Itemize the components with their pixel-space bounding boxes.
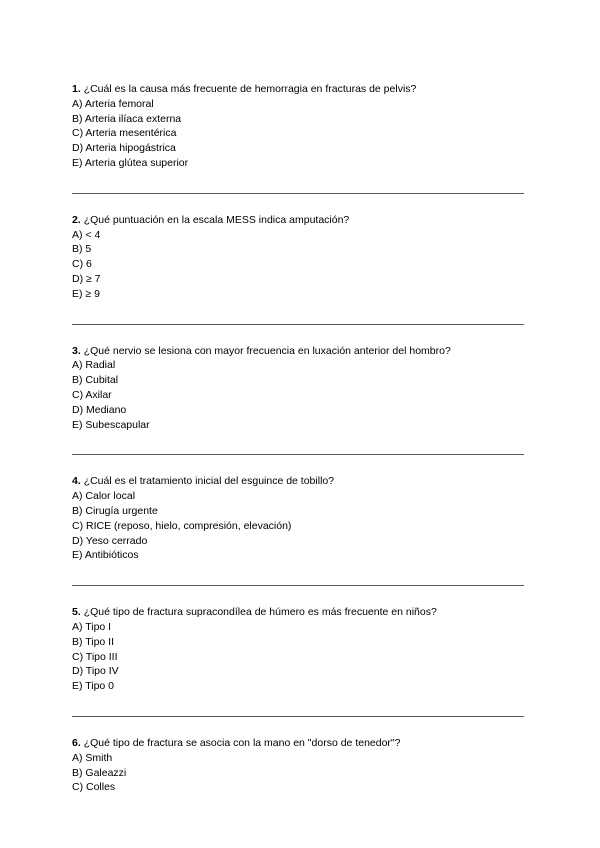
option-e: E) Subescapular (72, 418, 150, 431)
divider (72, 324, 524, 325)
option-a: A) Tipo I (72, 620, 112, 633)
option-c: C) Tipo III (72, 650, 118, 663)
option-b: B) 5 (72, 243, 92, 256)
option-e: E) Arteria glútea superior (72, 156, 189, 169)
option-d: D) Tipo IV (72, 665, 119, 678)
question-title (72, 474, 524, 489)
question-2 (72, 213, 524, 302)
option-e: E) ≥ 9 (72, 287, 100, 300)
question-text: ¿Qué puntuación en la escala MESS indica amputación? (83, 213, 350, 226)
question-1 (72, 82, 524, 171)
question-text: ¿Qué tipo de fractura supracondílea de húmero es más frecuente en niños? (83, 606, 437, 619)
option-c: C) Arteria mesentérica (72, 127, 177, 140)
question-text: ¿Cuál es la causa más frecuente de hemorragia en fracturas de pelvis? (83, 83, 417, 95)
divider (72, 193, 524, 194)
question-title (72, 344, 524, 359)
question-number: 3. (72, 344, 81, 357)
option-d: D) Mediano (72, 403, 127, 416)
option-b: B) Cubital (72, 374, 119, 387)
option-a: A) Arteria femoral (72, 97, 154, 110)
option-e: E) Tipo 0 (72, 680, 115, 693)
option-c: C) Axilar (72, 388, 112, 401)
option-d: D) ≥ 7 (72, 272, 101, 285)
option-b: B) Arteria ilíaca externa (72, 112, 182, 125)
option-a: A) Radial (72, 359, 116, 372)
question-text: ¿Cuál es el tratamiento inicial del esguince de tobillo? (83, 475, 335, 488)
option-b: B) Cirugía urgente (72, 504, 158, 517)
option-a: A) Smith (72, 751, 113, 764)
option-c: C) RICE (reposo, hielo, compresión, elevación) (72, 519, 292, 532)
option-b: B) Galeazzi (72, 766, 127, 779)
divider (72, 585, 524, 586)
question-number: 1. (72, 83, 81, 95)
question-text: ¿Qué tipo de fractura se asocia con la mano en "dorso de tenedor"? (83, 736, 401, 749)
question-6 (72, 736, 524, 795)
option-d: D) Yeso cerrado (72, 534, 148, 547)
question-text: ¿Qué nervio se lesiona con mayor frecuencia en luxación anterior del hombro? (83, 344, 451, 357)
question-number: 5. (72, 606, 81, 619)
question-number: 6. (72, 736, 81, 749)
option-c: C) Colles (72, 781, 116, 794)
question-title (72, 82, 524, 97)
question-3 (72, 344, 524, 433)
option-a: A) < 4 (72, 228, 101, 241)
divider (72, 716, 524, 717)
question-title (72, 605, 524, 620)
option-b: B) Tipo II (72, 635, 115, 648)
question-5 (72, 605, 524, 694)
option-d: D) Arteria hipogástrica (72, 142, 176, 155)
question-sheet (72, 82, 524, 795)
divider (72, 454, 524, 455)
option-c: C) 6 (72, 258, 92, 271)
question-title (72, 736, 524, 751)
option-a: A) Calor local (72, 490, 136, 503)
question-title (72, 213, 524, 228)
question-number: 2. (72, 213, 81, 226)
question-4 (72, 474, 524, 563)
option-e: E) Antibióticos (72, 549, 139, 562)
question-number: 4. (72, 475, 81, 488)
